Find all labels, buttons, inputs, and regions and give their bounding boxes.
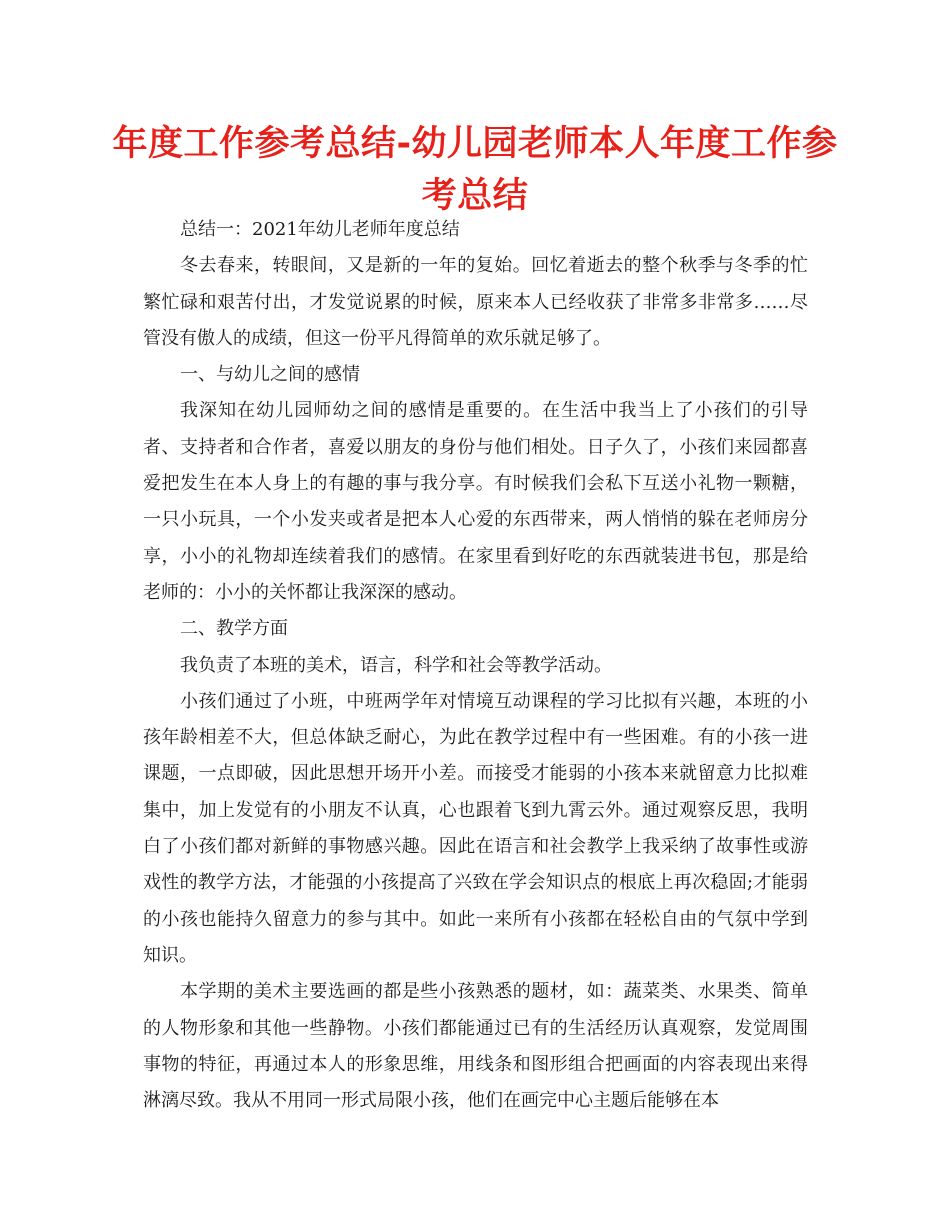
- paragraph-intro: 冬去春来，转眼间，又是新的一年的复始。回忆着逝去的整个秋季与冬季的忙繁忙碌和艰苦付出，才发觉说累的时候，原来本人已经收获了非常多非常多……尽管没有傲人的成绩，但这一份平凡得简单的欢乐就足够了。: [143, 255, 808, 349]
- document-title: 年度工作参考总结-幼儿园老师本人年度工作参考总结: [112, 124, 838, 216]
- section-heading-teaching: 二、教学方面: [180, 618, 288, 640]
- section-heading-relationship: 一、与幼儿之间的感情: [180, 364, 360, 386]
- summary-heading: 总结一：2021年幼儿老师年度总结: [180, 219, 460, 240]
- paragraph-teaching-methods: 小孩们通过了小班，中班两学年对情境互动课程的学习比拟有兴趣，本班的小孩年龄相差不大，但总体缺乏耐心，为此在教学过程中有一些困难。有的小孩一进课题，一点即破，因此思想开场开小差。而接受才能弱的小孩本来就留意力比拟难集中，加上发觉有的小朋友不认真，心也跟着飞到九霄云外。通过观察反思，我明白了小孩们都对新鲜的事物感兴趣。因此在语言和社会教学上我采纳了故事性或游戏性的教学方法，才能强的小孩提高了兴致在学会知识点的根底上再次稳固;才能弱的小孩也能持久留意力的参与其中。如此一来所有小孩都在轻松自由的气氛中学到知识。: [143, 690, 808, 966]
- document-body: [143, 212, 808, 1119]
- paragraph-teaching-subjects: 我负责了本班的美术，语言，科学和社会等教学活动。: [180, 654, 612, 676]
- paragraph-relationship: 我深知在幼儿园师幼之间的感情是重要的。在生活中我当上了小孩们的引导者、支持者和合作者，喜爱以朋友的身份与他们相处。日子久了，小孩们来园都喜爱把发生在本人身上的有趣的事与我分享。有时候我们会私下互送小礼物一颗糖，一只小玩具，一个小发夹或者是把本人心爱的东西带来，两人悄悄的躲在老师房分享，小小的礼物却连续着我们的感情。在家里看到好吃的东西就装进书包，那是给老师的：小小的关怀都让我深深的感动。: [143, 400, 808, 603]
- paragraph-art: 本学期的美术主要选画的都是些小孩熟悉的题材，如：蔬菜类、水果类、简单的人物形象和其他一些静物。小孩们都能通过已有的生活经历认真观察，发觉周围事物的特征，再通过本人的形象思维，用线条和图形组合把画面的内容表现出来得淋漓尽致。我从不用同一形式局限小孩，他们在画完中心主题后能够在本: [143, 981, 808, 1112]
